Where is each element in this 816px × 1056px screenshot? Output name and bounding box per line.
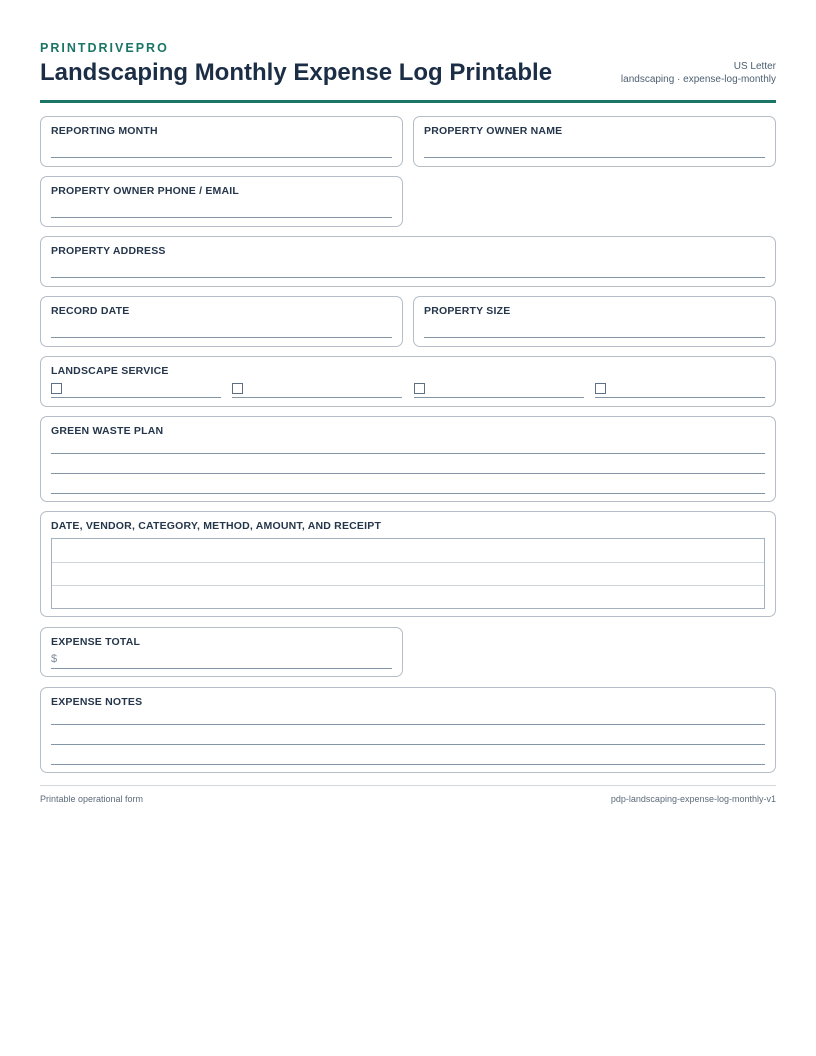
service-option-line[interactable] <box>232 397 402 398</box>
owner-contact-field <box>40 176 403 227</box>
owner-name-field <box>413 116 776 167</box>
record-date-label: RECORD DATE <box>51 305 130 317</box>
page-title: Landscaping Monthly Expense Log Printable <box>40 59 553 86</box>
green-waste-plan-line[interactable] <box>51 453 765 454</box>
table-row-divider <box>52 562 764 563</box>
green-waste-plan-field <box>40 416 776 502</box>
service-option-line[interactable] <box>595 397 765 398</box>
table-row-divider <box>52 585 764 586</box>
expense-total-field <box>40 627 403 677</box>
service-option-line[interactable] <box>414 397 584 398</box>
brand-name: PRINTDRIVEPRO <box>40 41 169 55</box>
property-size-field <box>413 296 776 347</box>
expense-notes-label: EXPENSE NOTES <box>51 696 143 708</box>
property-size-input-line[interactable] <box>424 337 765 338</box>
property-size-label: PROPERTY SIZE <box>424 305 511 317</box>
owner-contact-label: PROPERTY OWNER PHONE / EMAIL <box>51 185 240 197</box>
page-header <box>40 40 776 103</box>
green-waste-plan-label: GREEN WASTE PLAN <box>51 425 164 437</box>
page-footer <box>40 785 776 804</box>
owner-name-label: PROPERTY OWNER NAME <box>424 125 563 137</box>
footer-form-type: Printable operational form <box>40 794 144 804</box>
footer-form-id: pdp-landscaping-expense-log-monthly-v1 <box>610 794 776 804</box>
paper-size: US Letter <box>733 61 776 72</box>
expense-notes-line[interactable] <box>51 724 765 725</box>
property-address-input-line[interactable] <box>51 277 765 278</box>
service-option-checkbox[interactable] <box>595 383 606 394</box>
expense-table-field <box>40 511 776 617</box>
currency-prefix: $ <box>51 653 58 665</box>
expense-table-label: DATE, VENDOR, CATEGORY, METHOD, AMOUNT, AND RECEIPT <box>51 520 382 532</box>
document-meta <box>621 60 776 86</box>
service-option-checkbox[interactable] <box>51 383 62 394</box>
property-address-field <box>40 236 776 287</box>
property-address-label: PROPERTY ADDRESS <box>51 245 166 257</box>
landscape-service-label: LANDSCAPE SERVICE <box>51 365 169 377</box>
green-waste-plan-line[interactable] <box>51 473 765 474</box>
reporting-month-input-line[interactable] <box>51 157 392 158</box>
reporting-month-label: REPORTING MONTH <box>51 125 158 137</box>
reporting-month-field <box>40 116 403 167</box>
record-date-input-line[interactable] <box>51 337 392 338</box>
expense-table-grid[interactable] <box>51 538 765 609</box>
expense-notes-field <box>40 687 776 773</box>
service-option-checkbox[interactable] <box>232 383 243 394</box>
expense-total-input-line[interactable] <box>51 668 392 669</box>
category-path: landscaping · expense-log-monthly <box>620 74 776 85</box>
owner-contact-input-line[interactable] <box>51 217 392 218</box>
owner-name-input-line[interactable] <box>424 157 765 158</box>
landscape-service-field <box>40 356 776 407</box>
record-date-field <box>40 296 403 347</box>
green-waste-plan-line[interactable] <box>51 493 765 494</box>
expense-notes-line[interactable] <box>51 744 765 745</box>
expense-notes-line[interactable] <box>51 764 765 765</box>
expense-total-label: EXPENSE TOTAL <box>51 636 141 648</box>
service-option-line[interactable] <box>51 397 221 398</box>
service-option-checkbox[interactable] <box>414 383 425 394</box>
